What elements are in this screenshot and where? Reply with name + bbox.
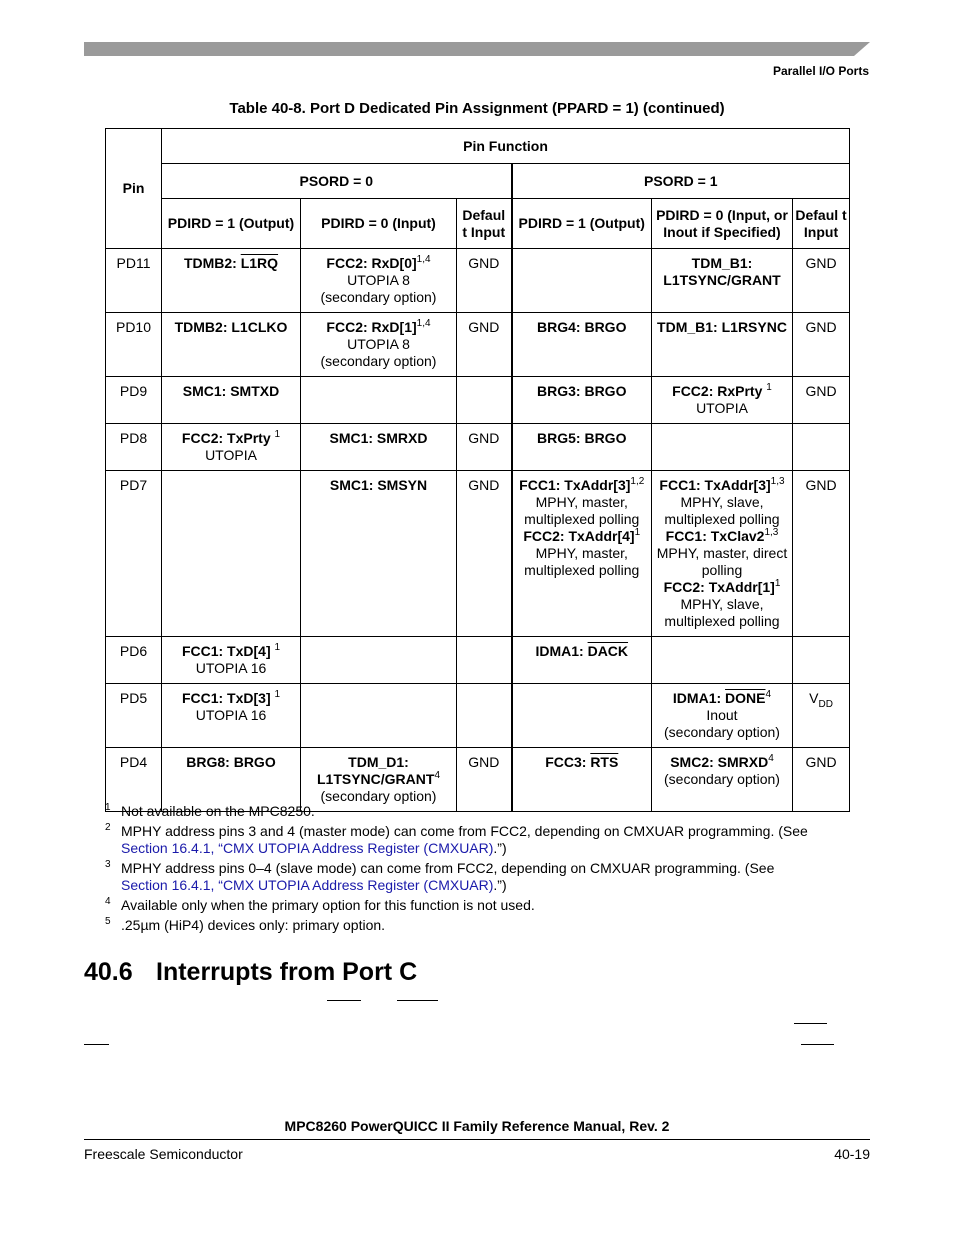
cell: FCC1: TxD[3] $^1$ UTOPIA 16 [162, 684, 301, 748]
overline-fragment [84, 1044, 109, 1045]
header-bar [84, 42, 870, 56]
header-default-psord1: Defaul t Input [793, 199, 850, 249]
cell [301, 377, 457, 424]
cell: GND [793, 748, 850, 812]
cell: SMC1: SMSYN [301, 471, 457, 637]
section-link[interactable]: Section 16.4.1, “CMX UTOPIA Address Register (CMXUAR) [121, 877, 494, 893]
header-pin: Pin [106, 129, 162, 249]
table-row [106, 471, 850, 637]
cell [793, 637, 850, 684]
cell: TDMB2: L1RQ [162, 249, 301, 313]
cell: FCC2: $RxD[1]^{1,4}$ UTOPIA 8 (secondary option) [301, 313, 457, 377]
section-link[interactable]: Section 16.4.1, “CMX UTOPIA Address Register (CMXUAR) [121, 840, 494, 856]
cell: GND [793, 313, 850, 377]
cell [793, 424, 850, 471]
table-row [106, 748, 850, 812]
footnote: 2 MPHY address pins 3 and 4 (master mode) can come from FCC2, depending on CMXUAR programming. (See Section 16.4.1, “CMX UTOPIA Address Register (CMXUAR).”) [105, 822, 808, 856]
cell [301, 637, 457, 684]
table-row [106, 377, 850, 424]
cell: FCC3: $\overline{RTS}$ [512, 748, 652, 812]
pin-cell: PD11 [106, 249, 162, 313]
header-psord1: PSORD = 1 [512, 164, 850, 199]
cell: IDMA1: DACK [512, 637, 652, 684]
pin-cell: PD8 [106, 424, 162, 471]
overline-fragment [327, 1000, 361, 1001]
cell: SMC1: SMRXD [301, 424, 457, 471]
cell: GND [457, 424, 512, 471]
header-pdird1-psord0: PDIRD = 1 (Output) [162, 199, 301, 249]
cell: TDMB2: L1CLKO [162, 313, 301, 377]
header-psord0: PSORD = 0 [162, 164, 512, 199]
overline-fragment [801, 1044, 834, 1045]
cell [512, 249, 652, 313]
cell: TDM_D1: L1TSYNC/GRANT$^4$ (secondary option) [301, 748, 457, 812]
cell: BRG5: BRGO [512, 424, 652, 471]
cell: BRG3: BRGO [512, 377, 652, 424]
footnote: 1 Not available on the MPC8250. [105, 802, 315, 819]
cell: GND [793, 249, 850, 313]
footnote: 4 Available only when the primary option for this function is not used. [105, 896, 535, 913]
cell [652, 424, 793, 471]
header-pdird0-psord0: PDIRD = 0 (Input) [301, 199, 457, 249]
cell: FCC2: $RxD[0]^{1,4}$ UTOPIA 8 (secondary option) [301, 249, 457, 313]
cell [512, 684, 652, 748]
pin-cell: PD9 [106, 377, 162, 424]
cell [457, 377, 512, 424]
pin-cell: PD10 [106, 313, 162, 377]
header-default-psord0: Defaul t Input [457, 199, 512, 249]
cell: FCC1: TxD[4] $^1$ UTOPIA 16 [162, 637, 301, 684]
pin-cell: PD5 [106, 684, 162, 748]
cell: TDM_B1: L1TSYNC/GRANT [652, 249, 793, 313]
table-row [106, 637, 850, 684]
cell [457, 637, 512, 684]
pin-cell: PD4 [106, 748, 162, 812]
header-pdird1-psord1: PDIRD = 1 (Output) [512, 199, 652, 249]
cell: FCC1: $TxAddr[3]^{1,2}$ MPHY, master, multiplexed polling FCC2: $TxAddr[4]^1$ MPHY, master, multiplexed polling [512, 471, 652, 637]
footnote: 3 MPHY address pins 0–4 (slave mode) can come from FCC2, depending on CMXUAR programming. (See Section 16.4.1, “CMX UTOPIA Address Register (CMXUAR).”) [105, 859, 775, 893]
cell: TDM_B1: L1RSYNC [652, 313, 793, 377]
pin-cell: PD7 [106, 471, 162, 637]
cell [301, 684, 457, 748]
footnote: 5 .25µm (HiP4) devices only: primary option. [105, 916, 386, 933]
cell: FCC2: RxPrty $^1$ UTOPIA [652, 377, 793, 424]
footnotes [105, 803, 825, 937]
cell: $V_{DD}$ [793, 684, 850, 748]
cell: SMC2: SMRXD$^4$ (secondary option) [652, 748, 793, 812]
table-row [106, 684, 850, 748]
cell: SMC1: SMTXD [162, 377, 301, 424]
overline-fragment [397, 1000, 438, 1001]
running-header: Parallel I/O Ports [772, 64, 869, 78]
cell: GND [457, 471, 512, 637]
table-row [106, 249, 850, 313]
cell: BRG8: BRGO [162, 748, 301, 812]
cell: GND [793, 471, 850, 637]
cell: GND [457, 249, 512, 313]
header-pdird0-psord1: PDIRD = 0 (Input, or Inout if Specified) [652, 199, 793, 249]
pin-assignment-table [105, 128, 850, 812]
overline-fragment [794, 1023, 827, 1024]
footer-divider [84, 1139, 870, 1140]
cell: BRG4: BRGO [512, 313, 652, 377]
footer-manual-title: MPC8260 PowerQUICC II Family Reference Manual, Rev. 2 [284, 1118, 670, 1134]
cell: IDMA1: DONE$^4$ Inout (secondary option) [652, 684, 793, 748]
table-row [106, 313, 850, 377]
cell: GND [457, 748, 512, 812]
cell [652, 637, 793, 684]
cell [162, 471, 301, 637]
table-row [106, 424, 850, 471]
footer-company: Freescale Semiconductor [84, 1146, 243, 1162]
pin-cell: PD6 [106, 637, 162, 684]
cell [457, 684, 512, 748]
section-heading: 40.6 Interrupts from Port C [84, 958, 418, 986]
table-caption: Table 40-8. Port D Dedicated Pin Assignment (PPARD = 1) (continued) [229, 100, 725, 117]
cell: GND [457, 313, 512, 377]
cell: GND [793, 377, 850, 424]
page-number: 40-19 [834, 1146, 870, 1162]
header-pin-function: Pin Function [162, 129, 850, 164]
cell: FCC1: $TxAddr[3]^{1,3}$ MPHY, slave, multiplexed polling FCC1: TxClav2$^{1,3}$ MPHY, master, direct polling FCC2: $TxAddr[1]^1$ MPHY, slave, multiplexed polling [652, 471, 793, 637]
cell: FCC2: TxPrty $^1$ UTOPIA [162, 424, 301, 471]
